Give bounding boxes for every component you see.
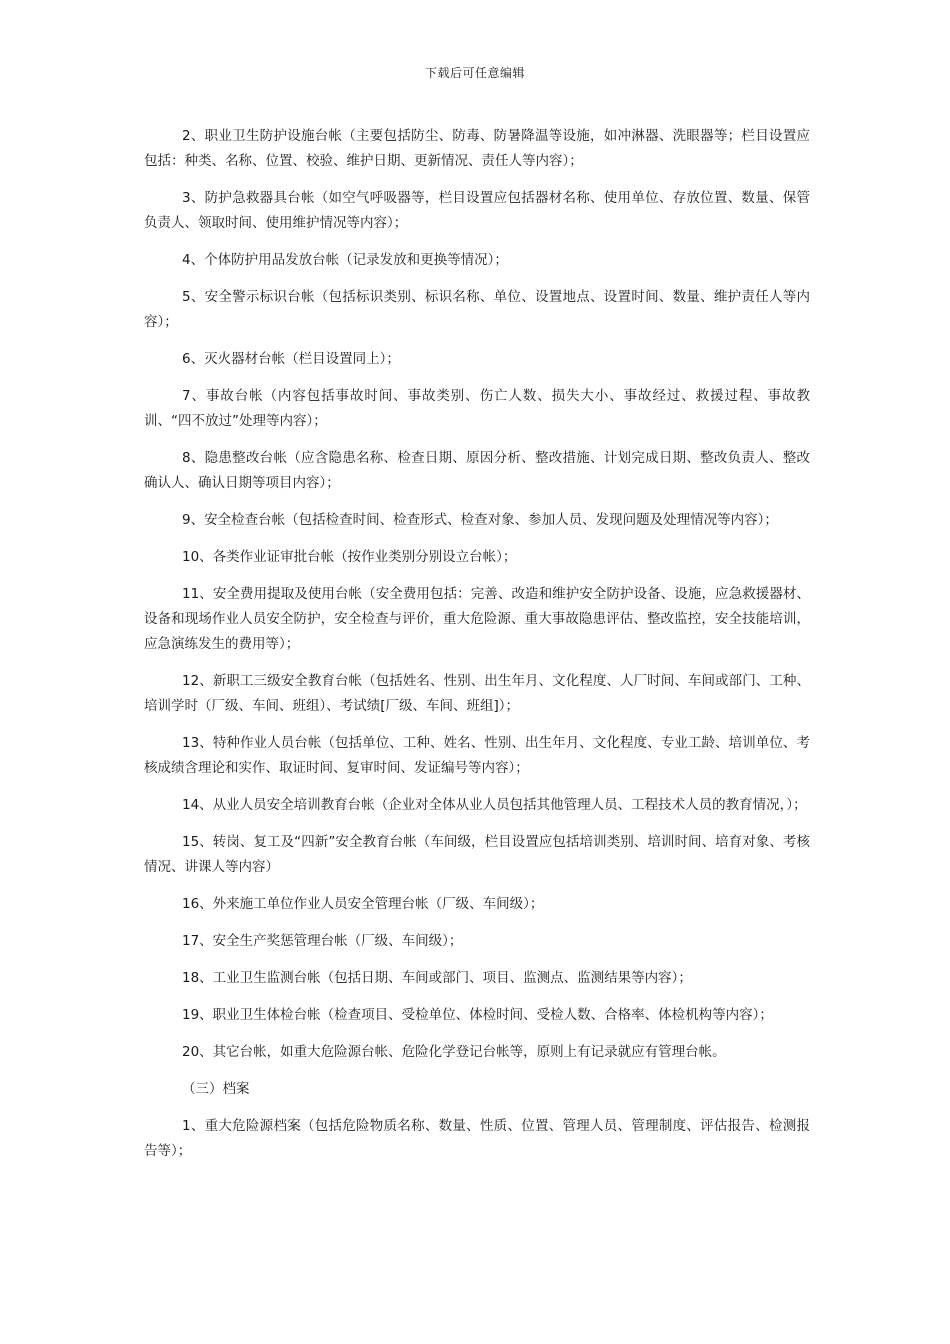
paragraph-item-10: 10、各类作业证审批台帐（按作业类别分别设立台帐）； [182, 549, 517, 565]
paragraph-item-4: 4、个体防护用品发放台帐（记录发放和更换等情况）； [182, 252, 508, 268]
paragraph-item-8: 8、隐患整改台帐（应含隐患名称、检查日期、原因分析、整改措施、计划完成日期、整改负责人、整改确认人、确认日期等项目内容）； [144, 450, 810, 491]
paragraph-item-14: 14、从业人员安全培训教育台帐（企业对全体从业人员包括其他管理人员、工程技术人员的教育情况，）； [182, 797, 807, 813]
paragraph-item-19: 19、职业卫生体检台帐（检查项目、受检单位、体检时间、受检人数、合格率、体检机构等内容）； [182, 1007, 773, 1023]
paragraph-item-16: 16、外来施工单位作业人员安全管理台帐（厂级、车间级）； [182, 896, 544, 912]
paragraph-item-5: 5、安全警示标识台帐（包括标识类别、标识名称、单位、设置地点、设置时间、数量、维护责任人等内容）； [144, 289, 810, 330]
section-heading: （三）档案 [182, 1081, 250, 1097]
paragraph-item-20: 20、其它台帐，如重大危险源台帐、危险化学登记台帐等，原则上有记录就应有管理台帐。 [182, 1044, 726, 1060]
paragraph-item-9: 9、安全检查台帐（包括检查时间、检查形式、检查对象、参加人员、发现问题及处理情况等内容）； [182, 512, 778, 528]
paragraph-item-13: 13、特种作业人员台帐（包括单位、工种、姓名、性别、出生年月、文化程度、专业工龄、培训单位、考核成绩含理论和实作、取证时间、复审时间、发证编号等内容）； [144, 735, 810, 776]
paragraph-item-6: 6、灭火器材台帐（栏目设置同上）； [182, 351, 400, 367]
page-header: 下载后可任意编辑 [424, 66, 525, 80]
paragraph-item-18: 18、工业卫生监测台帐（包括日期、车间或部门、项目、监测点、监测结果等内容）； [182, 970, 692, 986]
paragraph-item-3: 3、防护急救器具台帐（如空气呼吸器等，栏目设置应包括器材名称、使用单位、存放位置、数量、保管负责人、领取时间、使用维护情况等内容）； [144, 190, 810, 231]
archive-item-1: 1、重大危险源档案（包括危险物质名称、数量、性质、位置、管理人员、管理制度、评估报告、检测报告等）； [144, 1118, 810, 1159]
paragraph-item-2: 2、职业卫生防护设施台帐（主要包括防尘、防毒、防暑降温等设施，如冲淋器、洗眼器等；栏目设置应包括：种类、名称、位置、校验、维护日期、更新情况、责任人等内容）； [144, 128, 810, 169]
document-body [144, 124, 810, 1176]
paragraph-item-11: 11、安全费用提取及使用台帐（安全费用包括：完善、改造和维护安全防护设备、设施，应急救援器材、设备和现场作业人员安全防护，安全检查与评价，重大危险源、重大事故隐患评估、整改监控，安全技能培训，应急演练发生的费用等）； [144, 586, 810, 652]
paragraph-item-15: 15、转岗、复工及“四新”安全教育台帐（车间级，栏目设置应包括培训类别、培训时间、培育对象、考核情况、讲课人等内容） [144, 834, 810, 875]
paragraph-item-17: 17、安全生产奖惩管理台帐（厂级、车间级）； [182, 933, 463, 949]
paragraph-item-12: 12、新职工三级安全教育台帐（包括姓名、性别、出生年月、文化程度、人厂时间、车间或部门、工种、培训学时（厂级、车间、班组）、考试绩[厂级、车间、班组]）； [144, 673, 810, 714]
paragraph-item-7: 7、事故台帐（内容包括事故时间、事故类别、伤亡人数、损失大小、事故经过、救援过程、事故教训、“四不放过”处理等内容）； [144, 388, 810, 429]
